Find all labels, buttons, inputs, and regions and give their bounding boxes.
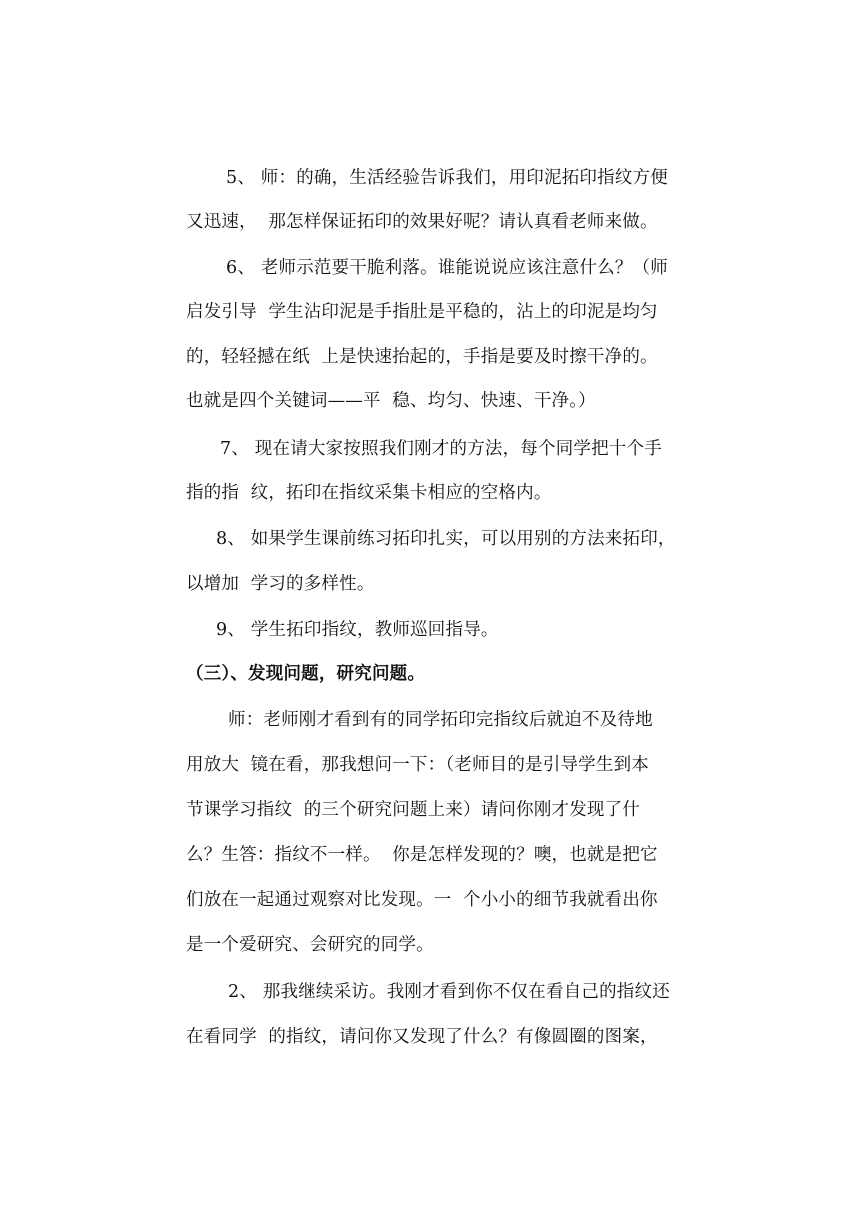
text-line: 2、 那我继续采访。我刚才看到你不仅在看自己的指纹还 bbox=[228, 982, 670, 1002]
text-line: 以增加 学习的多样性。 bbox=[186, 574, 375, 594]
text-line: 6、 老师示范要干脆利落。谁能说说应该注意什么？（师 bbox=[226, 258, 668, 278]
text-line: 指的指 纹，拓印在指纹采集卡相应的空格内。 bbox=[186, 483, 552, 503]
text-line: 在看同学 的指纹，请问你又发现了什么？有像圆圈的图案， bbox=[186, 1027, 658, 1047]
text-line: 是一个爱研究、会研究的同学。 bbox=[186, 935, 434, 955]
text-line: 9、 学生拓印指纹，教师巡回指导。 bbox=[216, 620, 499, 640]
text-line: 也就是四个关键词——平 稳、均匀、快速、干净。） bbox=[186, 391, 596, 411]
text-line: 7、 现在请大家按照我们刚才的方法，每个同学把十个手 bbox=[220, 439, 662, 459]
text-line: 们放在一起通过观察对比发现。一 个小小的细节我就看出你 bbox=[186, 890, 658, 910]
text-line: 又迅速， 那怎样保证拓印的效果好呢？请认真看老师来做。 bbox=[186, 212, 658, 232]
text-line: 用放大 镜在看，那我想问一下：（老师目的是引导学生到本 bbox=[186, 755, 649, 775]
text-line: 8、 如果学生课前练习拓印扎实，可以用别的方法来拓印， bbox=[216, 529, 676, 549]
text-line: 5、 师：的确，生活经验告诉我们，用印泥拓印指纹方便 bbox=[226, 168, 668, 188]
section-heading: （三）、发现问题，研究问题。 bbox=[186, 664, 426, 684]
text-line: 师：老师刚才看到有的同学拓印完指纹后就迫不及待地 bbox=[228, 710, 653, 730]
text-line: 么？生答：指纹不一样。 你是怎样发现的？噢，也就是把它 bbox=[186, 845, 658, 865]
text-line: 的，轻轻撼在纸 上是快速抬起的，手指是要及时擦干净的。 bbox=[186, 347, 658, 367]
text-line: 节课学习指纹 的三个研究问题上来）请问你刚才发现了什 bbox=[186, 800, 641, 820]
text-line: 启发引导 学生沾印泥是手指肚是平稳的，沾上的印泥是均匀 bbox=[186, 302, 658, 322]
